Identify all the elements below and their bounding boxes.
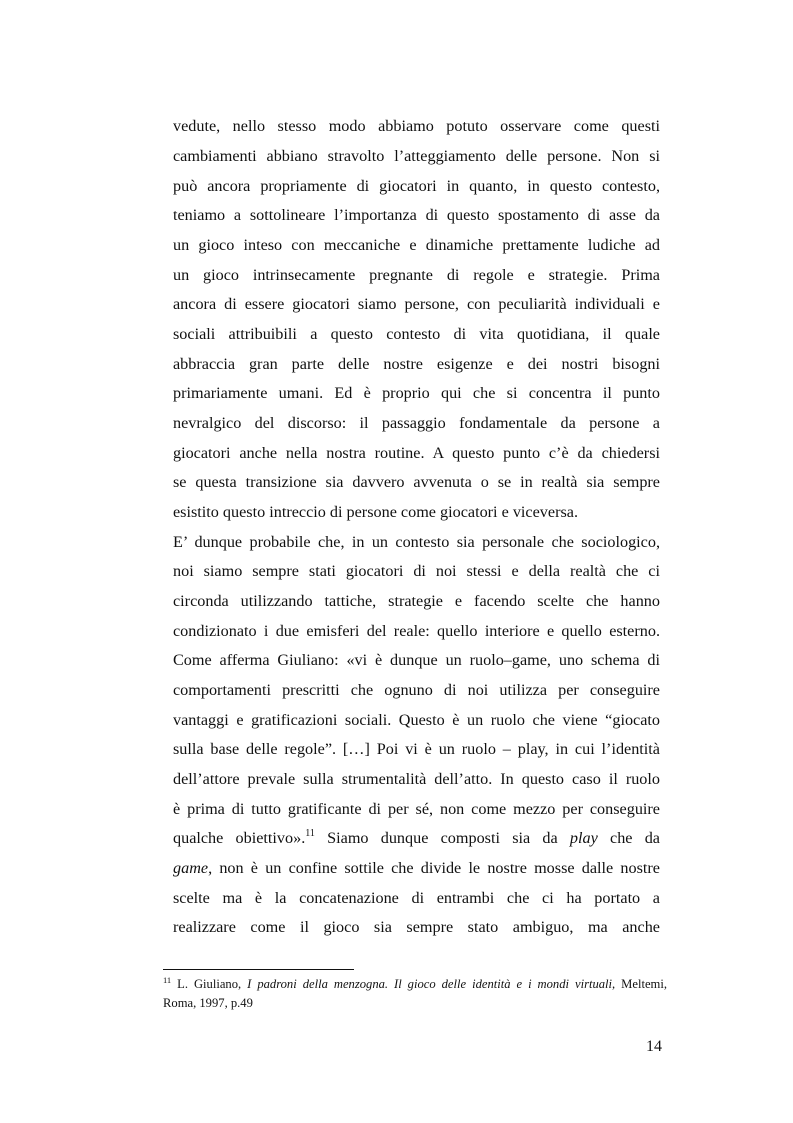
body-line: scelte ma è la concatenazione di entrambi che ci ha portato a [173, 889, 660, 907]
body-line-with-footnote-ref [173, 828, 660, 851]
body-line: un gioco inteso con meccaniche e dinamiche prettamente ludiche ad [173, 236, 660, 254]
body-line: comportamenti prescritti che ognuno di noi utilizza per conseguire [173, 681, 660, 699]
body-text: che da [597, 829, 660, 847]
body-text: qualche obiettivo». [173, 829, 306, 847]
body-line [173, 858, 660, 878]
body-line: E’ dunque probabile che, in un contesto sia personale che sociologico, [173, 533, 660, 551]
page-number: 14 [646, 1038, 662, 1055]
body-line: se questa transizione sia davvero avvenuta o se in realtà sia sempre [173, 473, 660, 491]
emphasis-play: play [569, 829, 598, 847]
body-line: un gioco intrinsecamente pregnante di regole e strategie. Prima [173, 266, 660, 284]
footnote [163, 976, 667, 994]
body-line: vedute, nello stesso modo abbiamo potuto osservare come questi [173, 117, 660, 135]
emphasis-game: game [173, 859, 209, 877]
body-line: sociali attribuibili a questo contesto di vita quotidiana, il quale [173, 325, 660, 343]
body-line: Come afferma Giuliano: «vi è dunque un ruolo–game, uno schema di [173, 651, 660, 669]
footnote-reference: 11 [305, 828, 315, 839]
footnote-publisher: Meltemi, [615, 977, 668, 991]
body-line: realizzare come il gioco sia sempre stato ambiguo, ma anche [173, 918, 660, 936]
body-text: , non è un confine sottile che divide le nostre mosse dalle nostre [208, 859, 660, 877]
body-line: condizionato i due emisferi del reale: quello interiore e quello esterno. [173, 622, 660, 640]
body-line: primariamente umani. Ed è proprio qui che si concentra il punto [173, 384, 660, 402]
body-line: abbraccia gran parte delle nostre esigenze e dei nostri bisogni [173, 355, 660, 373]
footnote-separator [163, 969, 354, 970]
body-line: sulla base delle regole”. […] Poi vi è un ruolo – play, in cui l’identità [173, 740, 660, 758]
body-line: giocatori anche nella nostra routine. A questo punto c’è da chiedersi [173, 444, 660, 462]
body-line: cambiamenti abbiano stravolto l’atteggiamento delle persone. Non si [173, 147, 660, 165]
body-line: noi siamo sempre stati giocatori di noi stessi e della realtà che ci [173, 562, 660, 580]
footnote-author: L. Giuliano, [171, 977, 248, 991]
body-line: dell’attore prevale sulla strumentalità dell’atto. In questo caso il ruolo [173, 770, 660, 788]
body-line: può ancora propriamente di giocatori in quanto, in questo contesto, [173, 177, 660, 195]
body-line: esistito questo intreccio di persone come giocatori e viceversa. [173, 503, 578, 521]
body-line: circonda utilizzando tattiche, strategie e facendo scelte che hanno [173, 592, 660, 610]
footnote-number: 11 [163, 975, 172, 985]
body-text: Siamo dunque composti sia da [314, 829, 570, 847]
body-line: ancora di essere giocatori siamo persone, con peculiarità individuali e [173, 295, 660, 313]
body-line: teniamo a sottolineare l’importanza di questo spostamento di asse da [173, 206, 660, 224]
body-line: vantaggi e gratificazioni sociali. Questo è un ruolo che viene “giocato [173, 711, 660, 729]
footnote-line: Roma, 1997, p.49 [163, 996, 253, 1010]
footnote-title: I padroni della menzogna. Il gioco delle identità e i mondi virtuali, [247, 977, 616, 991]
body-line: è prima di tutto gratificante di per sé, non come mezzo per conseguire [173, 800, 660, 818]
body-line: nevralgico del discorso: il passaggio fondamentale da persone a [173, 414, 660, 432]
